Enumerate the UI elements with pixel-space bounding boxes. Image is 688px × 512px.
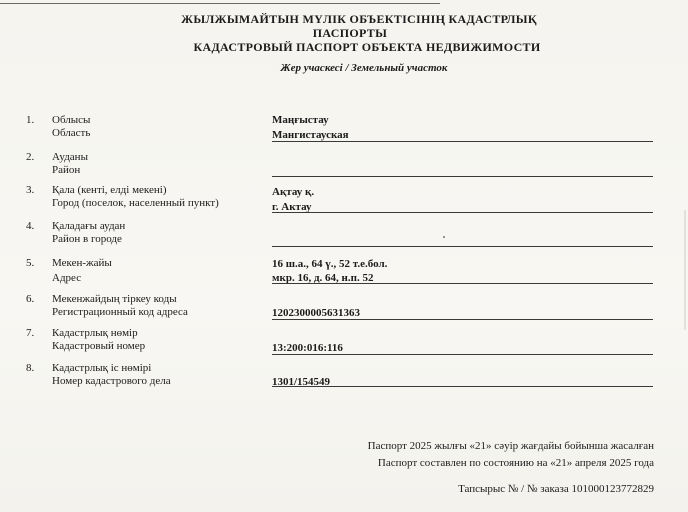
label-ru: Город (поселок, населенный пункт) [52,197,219,209]
document-header [0,12,688,74]
field-number: 1. [26,114,35,126]
label-kz: Қала (кенті, елді мекені) [52,184,167,196]
field-label [52,114,272,140]
value-ru: мкр. 16, д. 64, н.п. 52 [272,272,374,284]
label-ru: Номер кадастрового дела [52,375,171,387]
value-underline [272,354,653,355]
field-label [52,184,272,210]
field-label [52,362,272,388]
value-underline [272,386,653,387]
label-kz: Мекенжайдың тіркеу коды [52,293,177,305]
field-number: 2. [26,151,35,163]
field-number: 5. [26,257,35,269]
value-underline [272,212,653,213]
label-ru: Кадастровый номер [52,340,146,352]
label-kz: Кадастрлық іс нөмірі [52,362,152,374]
value-underline [272,246,653,247]
title-ru: КАДАСТРОВЫЙ ПАСПОРТ ОБЪЕКТА НЕДВИЖИМОСТИ [193,40,541,54]
field-number: 6. [26,293,35,305]
field-row-case-number [0,362,688,396]
label-kz: Кадастрлық нөмір [52,327,138,339]
label-ru: Область [52,127,91,139]
top-rule [0,3,440,4]
footer-line-ru: Паспорт составлен по состоянию на «21» апреля 2025 года [377,457,654,469]
field-number: 3. [26,184,35,196]
label-kz: Ауданы [52,151,88,163]
subtitle: Жер учаскесі / Земельный участок [280,62,448,74]
label-ru: Район [52,164,81,176]
field-label [52,220,272,246]
title-kz-line1: ЖЫЛЖЫМАЙТЫН МҮЛІК ОБЪЕКТІСІНІҢ КАДАСТРЛЫҚ [181,12,537,26]
field-label [52,293,272,319]
order-number: Тапсырыс № / № заказа 101000123772829 [458,483,654,495]
value-ru: 13:200:016:116 [272,342,343,354]
footer-line-kz: Паспорт 2025 жылғы «21» сәуір жағдайы бойынша жасалған [367,440,654,452]
label-ru: Регистрационный код адреса [52,306,188,318]
label-kz: Облысы [52,114,91,126]
field-row-city-district [0,220,688,254]
scan-edge-shadow [684,210,686,330]
label-ru: Адрес [52,272,82,284]
field-row-cadastral-number [0,327,688,361]
field-label [52,257,272,285]
value-kz: 16 ш.а., 64 ү., 52 т.е.бол. [272,258,388,270]
field-number: 7. [26,327,35,339]
value-underline [272,283,653,284]
field-label [52,151,272,177]
field-row-city [0,184,688,218]
field-label [52,327,272,353]
field-row-address-code [0,293,688,327]
field-row-address [0,257,688,291]
field-number: 8. [26,362,35,374]
value-kz: Маңғыстау [272,114,329,126]
value-underline [272,319,653,320]
value-ru: Мангистауская [272,129,349,141]
scan-speck [443,236,445,238]
value-ru: 1202300005631363 [272,307,360,319]
value-kz: Ақтау қ. [272,186,315,198]
field-row-region [0,114,688,148]
value-underline [272,141,653,142]
field-number: 4. [26,220,35,232]
label-kz: Мекен-жайы [52,257,112,269]
value-ru: 1301/154549 [272,376,331,388]
value-ru: г. Актау [272,201,312,213]
label-kz: Қаладағы аудан [52,220,126,232]
field-row-district [0,151,688,185]
title-kz-line2: ПАСПОРТЫ [312,26,388,40]
value-underline [272,176,653,177]
label-ru: Район в городе [52,233,122,245]
document-footer [368,438,654,498]
